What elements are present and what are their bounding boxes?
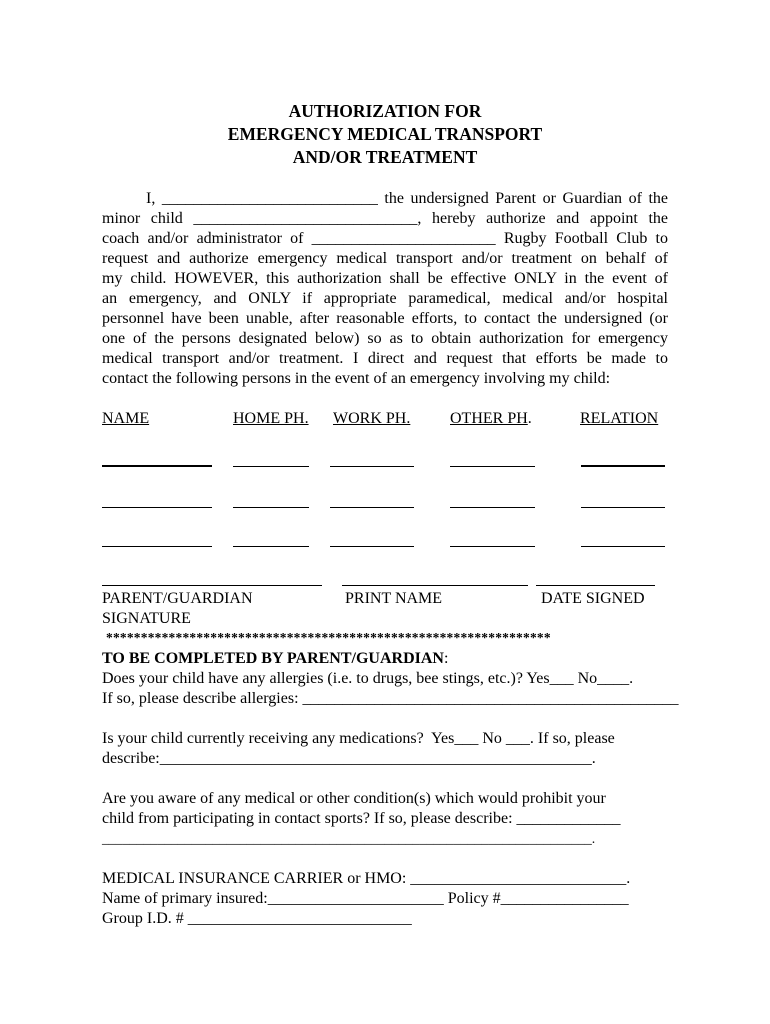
- intro-line-2: minor child ____________________________, hereby authorize and appoint the: [102, 210, 668, 227]
- intro-line-3: coach and/or administrator of _______________________ Rugby Football Club to: [102, 230, 668, 247]
- header-relation: RELATION: [580, 410, 659, 427]
- intro-line-1: I, ___________________________ the undersigned Parent or Guardian of the: [146, 190, 668, 207]
- contact-1-other-field[interactable]: [450, 466, 535, 467]
- header-other-phone: [450, 409, 532, 429]
- contact-3-relation-field[interactable]: [581, 546, 665, 547]
- form-title-line-3: AND/OR TREATMENT: [292, 147, 478, 167]
- condition-question-1: Are you aware of any medical or other condition(s) which would prohibit your: [102, 790, 606, 807]
- contact-3-work-field[interactable]: [330, 546, 414, 547]
- form-title-line-2: EMERGENCY MEDICAL TRANSPORT: [227, 124, 543, 144]
- intro-line-4: request and authorize emergency medical transport and/or treatment on behalf of: [102, 250, 668, 267]
- date-signed-field[interactable]: [536, 585, 655, 586]
- intro-line-5: my child. HOWEVER, this authorization shall be effective ONLY in the event of: [102, 270, 668, 287]
- contact-1-work-field[interactable]: [330, 466, 414, 467]
- intro-line-6: an emergency, and ONLY if appropriate paramedical, medical and/or hospital: [102, 290, 668, 307]
- contact-2-other-field[interactable]: [450, 507, 535, 508]
- contact-2-home-field[interactable]: [233, 507, 309, 508]
- primary-insured-and-policy: Name of primary insured:______________________ Policy #________________: [102, 890, 629, 907]
- print-name-label: PRINT NAME: [345, 590, 443, 607]
- print-name-field[interactable]: [342, 585, 528, 586]
- medication-description: describe:______________________________________________________.: [102, 750, 596, 767]
- header-other-phone-label: OTHER PH: [450, 410, 528, 427]
- parent-signature-field[interactable]: [102, 585, 322, 586]
- contact-3-home-field[interactable]: [233, 546, 309, 547]
- condition-question-2: child from participating in contact sports? If so, please describe: _____________: [102, 810, 621, 827]
- header-other-phone-dot: .: [527, 410, 532, 427]
- intro-line-9: medical transport and/or treatment. I direct and request that efforts be made to: [102, 350, 668, 367]
- form-title-line-1: AUTHORIZATION FOR: [288, 101, 482, 121]
- allergy-description: If so, please describe allergies: _______________________________________________: [102, 690, 679, 707]
- header-work-phone: WORK PH.: [333, 410, 411, 427]
- intro-line-7: personnel have been unable, after reasonable efforts, to contact the undersigned (or: [102, 310, 668, 327]
- contact-2-work-field[interactable]: [330, 507, 414, 508]
- parent-guardian-label: PARENT/GUARDIAN: [102, 590, 253, 607]
- contact-2-name-field[interactable]: [102, 507, 212, 508]
- parent-section-heading: [102, 649, 448, 669]
- insurance-carrier: MEDICAL INSURANCE CARRIER or HMO: ___________________________.: [102, 870, 631, 887]
- contact-2-relation-field[interactable]: [581, 507, 665, 508]
- group-id: Group I.D. # ____________________________: [102, 910, 412, 927]
- medication-question: Is your child currently receiving any medications? Yes___ No ___. If so, please: [102, 730, 615, 747]
- signature-label: SIGNATURE: [102, 610, 191, 627]
- header-name: NAME: [102, 410, 150, 427]
- date-signed-label: DATE SIGNED: [541, 590, 645, 607]
- contact-1-home-field[interactable]: [233, 466, 309, 467]
- allergy-question: Does your child have any allergies (i.e. to drugs, bee stings, etc.)? Yes___ No____.: [102, 670, 634, 687]
- condition-description-line: _______________________________________________________________________.: [102, 831, 596, 846]
- intro-line-10: contact the following persons in the event of an emergency involving my child:: [102, 370, 611, 387]
- asterisk-separator: ****************************************************************: [106, 630, 551, 645]
- intro-line-8: one of the persons designated below) so as to obtain authorization for emergency: [102, 330, 668, 347]
- contact-1-name-field[interactable]: [102, 465, 212, 467]
- contact-3-name-field[interactable]: [102, 546, 212, 547]
- parent-section-heading-colon: :: [443, 650, 449, 667]
- contact-3-other-field[interactable]: [450, 546, 535, 547]
- contact-1-relation-field[interactable]: [581, 465, 665, 467]
- parent-section-heading-text: TO BE COMPLETED BY PARENT/GUARDIAN: [102, 650, 444, 667]
- header-home-phone: HOME PH.: [233, 410, 309, 427]
